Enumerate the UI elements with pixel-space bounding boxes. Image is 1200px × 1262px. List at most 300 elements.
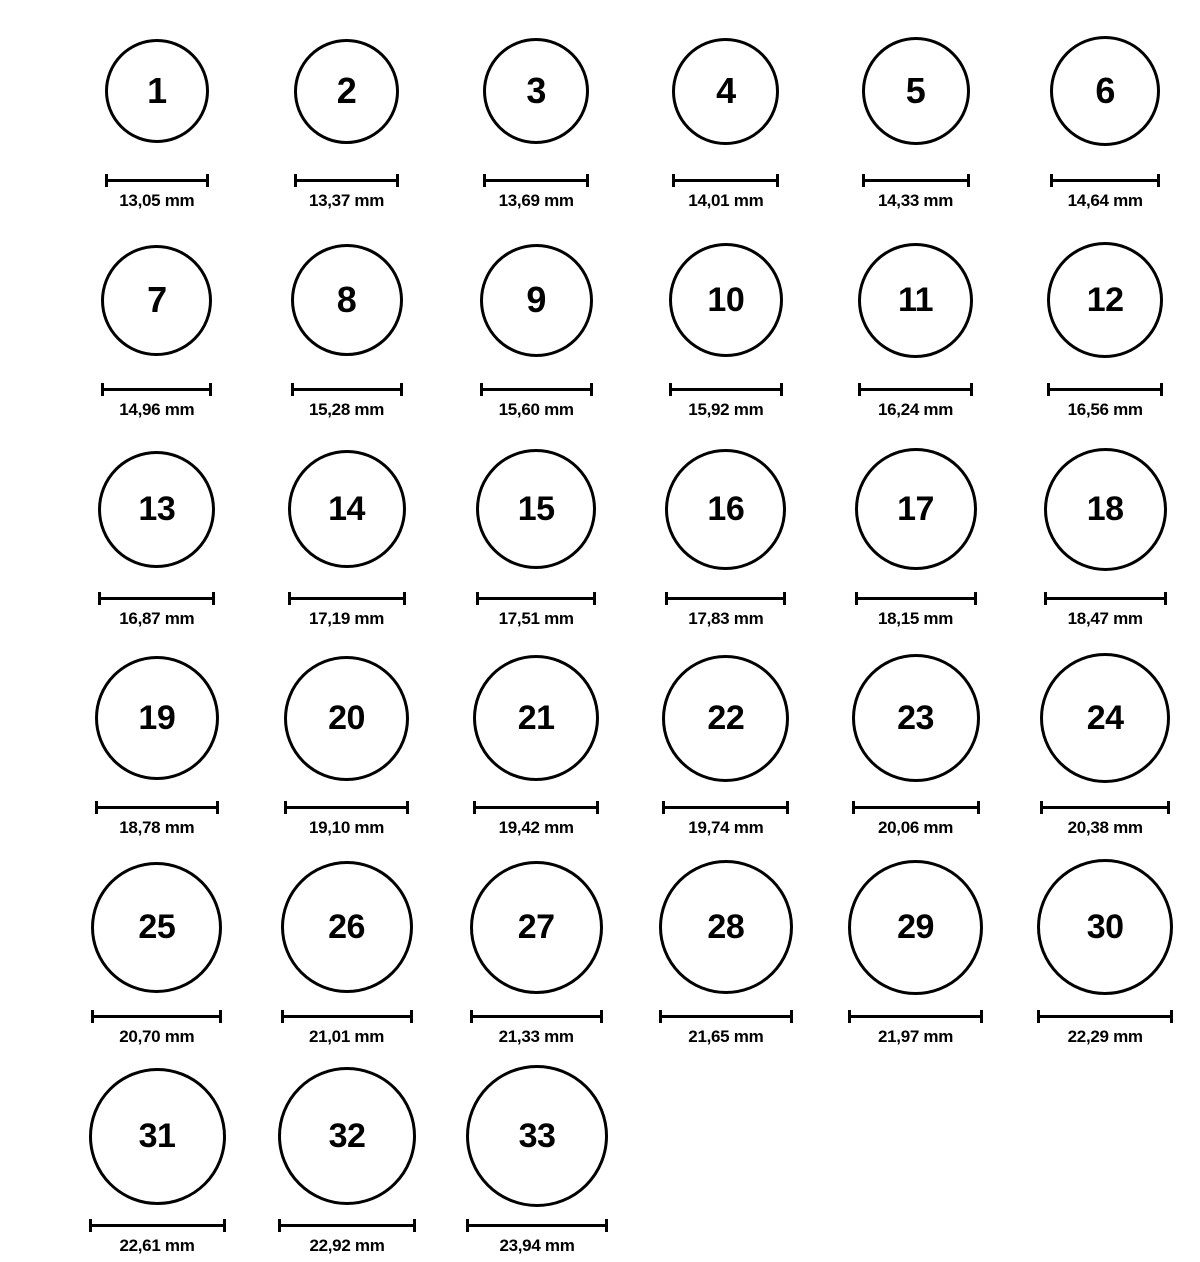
diameter-label: 14,33 mm bbox=[877, 191, 954, 210]
ring-size-cell bbox=[821, 436, 1011, 629]
ring-circle-wrap bbox=[470, 854, 603, 1000]
ring-size-cell bbox=[631, 18, 821, 211]
diameter-measure-bar bbox=[659, 1010, 793, 1022]
diameter-label: 19,42 mm bbox=[498, 818, 574, 837]
diameter-measure-bar bbox=[89, 1219, 226, 1231]
measure-line bbox=[288, 597, 406, 600]
diameter-label: 16,56 mm bbox=[1067, 400, 1143, 419]
measure-line bbox=[852, 806, 980, 809]
diameter-label: 13,37 mm bbox=[308, 191, 385, 210]
diameter-measure-bar bbox=[288, 592, 406, 604]
ring-size-cell bbox=[252, 854, 442, 1047]
measure-tick-right bbox=[605, 1219, 608, 1232]
ring-size-cell bbox=[631, 436, 821, 629]
ring-circle-wrap bbox=[1050, 18, 1160, 164]
measure-tick-left bbox=[466, 1219, 469, 1232]
ring-size-cell bbox=[1010, 227, 1200, 420]
ring-circle bbox=[91, 862, 222, 993]
ring-circle-wrap bbox=[858, 227, 973, 373]
diameter-measure-bar bbox=[672, 174, 779, 186]
ring-size-cell bbox=[252, 18, 442, 211]
ring-size-cell bbox=[252, 436, 442, 629]
measure-tick-left bbox=[288, 592, 291, 605]
measure-line bbox=[1050, 179, 1160, 182]
measure-tick-right bbox=[967, 174, 970, 187]
size-row bbox=[0, 854, 1200, 1053]
diameter-label: 20,38 mm bbox=[1067, 818, 1143, 837]
diameter-label: 18,47 mm bbox=[1067, 609, 1143, 628]
diameter-measure-bar bbox=[476, 592, 596, 604]
measure-tick-left bbox=[1050, 174, 1053, 187]
ring-circle-wrap bbox=[473, 645, 599, 791]
ring-circle bbox=[659, 860, 793, 994]
measure-tick-right bbox=[396, 174, 399, 187]
ring-circle bbox=[662, 655, 789, 782]
ring-size-number: 25 bbox=[138, 908, 176, 946]
ring-size-cell bbox=[252, 1063, 442, 1256]
measure-tick-right bbox=[406, 801, 409, 814]
ring-circle-wrap bbox=[281, 854, 413, 1000]
measure-tick-right bbox=[780, 383, 783, 396]
diameter-label: 21,65 mm bbox=[688, 1027, 764, 1046]
measure-line bbox=[1047, 388, 1163, 391]
ring-circle bbox=[855, 448, 977, 570]
ring-circle-wrap bbox=[101, 227, 212, 373]
ring-circle-wrap bbox=[294, 18, 399, 164]
measure-tick-right bbox=[1170, 1010, 1173, 1023]
measure-tick-right bbox=[1160, 383, 1163, 396]
ring-size-number: 8 bbox=[336, 279, 357, 320]
ring-size-number: 28 bbox=[707, 908, 745, 946]
diameter-measure-bar bbox=[1050, 174, 1160, 186]
measure-line bbox=[291, 388, 403, 391]
measure-line bbox=[659, 1015, 793, 1018]
measure-tick-right bbox=[786, 801, 789, 814]
ring-size-cell bbox=[252, 645, 442, 838]
ring-size-number: 11 bbox=[898, 281, 933, 319]
ring-size-number: 32 bbox=[328, 1117, 366, 1155]
ring-circle bbox=[858, 243, 973, 358]
ring-circle bbox=[101, 245, 212, 356]
ring-circle bbox=[665, 449, 786, 570]
measure-tick-right bbox=[590, 383, 593, 396]
measure-tick-left bbox=[470, 1010, 473, 1023]
measure-tick-left bbox=[284, 801, 287, 814]
measure-tick-right bbox=[1157, 174, 1160, 187]
diameter-measure-bar bbox=[480, 383, 593, 395]
ring-circle bbox=[89, 1068, 226, 1205]
measure-line bbox=[470, 1015, 603, 1018]
measure-tick-left bbox=[858, 383, 861, 396]
diameter-label: 22,92 mm bbox=[309, 1236, 385, 1255]
ring-circle-wrap bbox=[665, 436, 786, 582]
measure-tick-right bbox=[403, 592, 406, 605]
ring-size-number: 30 bbox=[1086, 908, 1124, 946]
ring-size-number: 9 bbox=[526, 279, 546, 320]
diameter-label: 21,33 mm bbox=[498, 1027, 574, 1046]
diameter-label: 13,69 mm bbox=[498, 191, 574, 210]
measure-tick-left bbox=[672, 174, 675, 187]
measure-line bbox=[278, 1224, 416, 1227]
diameter-label: 14,64 mm bbox=[1067, 191, 1143, 210]
ring-circle-wrap bbox=[483, 18, 589, 164]
ring-circle-wrap bbox=[476, 436, 596, 582]
ring-circle-wrap bbox=[669, 227, 783, 373]
ring-circle-wrap bbox=[862, 18, 970, 164]
diameter-measure-bar bbox=[1047, 383, 1163, 395]
measure-tick-right bbox=[223, 1219, 226, 1232]
diameter-label: 14,96 mm bbox=[119, 400, 195, 419]
measure-tick-left bbox=[473, 801, 476, 814]
ring-circle bbox=[862, 37, 970, 145]
ring-size-cell bbox=[62, 436, 252, 629]
measure-tick-right bbox=[776, 174, 779, 187]
ring-size-cell bbox=[441, 854, 631, 1047]
ring-size-number: 1 bbox=[147, 70, 167, 111]
measure-line bbox=[281, 1015, 413, 1018]
measure-line bbox=[672, 179, 779, 182]
measure-tick-left bbox=[278, 1219, 281, 1232]
diameter-label: 20,70 mm bbox=[119, 1027, 195, 1046]
diameter-measure-bar bbox=[294, 174, 399, 186]
ring-circle-wrap bbox=[1037, 854, 1173, 1000]
measure-line bbox=[662, 806, 789, 809]
measure-tick-left bbox=[848, 1010, 851, 1023]
ring-size-cell bbox=[62, 18, 252, 211]
measure-line bbox=[848, 1015, 983, 1018]
measure-line bbox=[1040, 806, 1170, 809]
ring-size-cell bbox=[62, 854, 252, 1047]
ring-size-number: 23 bbox=[897, 699, 934, 737]
ring-circle-wrap bbox=[480, 227, 593, 373]
ring-circle bbox=[98, 451, 215, 568]
ring-circle bbox=[291, 244, 403, 356]
measure-line bbox=[858, 388, 973, 391]
ring-size-number: 10 bbox=[707, 281, 745, 319]
measure-tick-left bbox=[1040, 801, 1043, 814]
measure-line bbox=[473, 806, 599, 809]
ring-size-cell bbox=[631, 645, 821, 838]
ring-circle-wrap bbox=[848, 854, 983, 1000]
ring-circle bbox=[105, 39, 209, 143]
ring-size-number: 21 bbox=[517, 699, 555, 737]
ring-circle-wrap bbox=[662, 645, 789, 791]
diameter-label: 20,06 mm bbox=[877, 818, 954, 837]
diameter-label: 18,15 mm bbox=[877, 609, 954, 628]
ring-size-number: 19 bbox=[138, 699, 176, 737]
ring-size-number: 17 bbox=[897, 490, 934, 528]
ring-circle-wrap bbox=[284, 645, 409, 791]
diameter-label: 22,29 mm bbox=[1067, 1027, 1143, 1046]
diameter-measure-bar bbox=[483, 174, 589, 186]
ring-size-number: 26 bbox=[328, 908, 365, 946]
measure-tick-left bbox=[476, 592, 479, 605]
ring-circle-wrap bbox=[89, 1063, 226, 1209]
ring-size-cell bbox=[821, 854, 1011, 1047]
ring-circle bbox=[281, 861, 413, 993]
diameter-measure-bar bbox=[466, 1219, 608, 1231]
ring-circle bbox=[288, 450, 406, 568]
ring-circle-wrap bbox=[1040, 645, 1170, 791]
diameter-label: 19,74 mm bbox=[688, 818, 764, 837]
ring-size-number: 29 bbox=[897, 908, 934, 946]
ring-size-number: 7 bbox=[147, 279, 167, 320]
ring-circle bbox=[476, 449, 596, 569]
ring-circle-wrap bbox=[278, 1063, 416, 1209]
diameter-measure-bar bbox=[858, 383, 973, 395]
diameter-label: 14,01 mm bbox=[688, 191, 764, 210]
ring-size-number: 6 bbox=[1095, 70, 1115, 111]
ring-size-number: 24 bbox=[1086, 699, 1124, 737]
diameter-measure-bar bbox=[281, 1010, 413, 1022]
ring-circle bbox=[278, 1067, 416, 1205]
ring-size-cell bbox=[1010, 436, 1200, 629]
diameter-measure-bar bbox=[669, 383, 783, 395]
measure-line bbox=[95, 806, 219, 809]
diameter-label: 15,28 mm bbox=[308, 400, 385, 419]
measure-line bbox=[98, 597, 215, 600]
ring-circle bbox=[470, 861, 603, 994]
diameter-measure-bar bbox=[848, 1010, 983, 1022]
ring-size-cell bbox=[1010, 645, 1200, 838]
size-row bbox=[0, 227, 1200, 426]
measure-tick-left bbox=[662, 801, 665, 814]
ring-size-cell bbox=[62, 227, 252, 420]
ring-circle bbox=[294, 39, 399, 144]
ring-circle-wrap bbox=[95, 645, 219, 791]
ring-circle bbox=[95, 656, 219, 780]
diameter-measure-bar bbox=[98, 592, 215, 604]
ring-size-cell bbox=[62, 1063, 252, 1256]
ring-size-number: 31 bbox=[138, 1117, 176, 1155]
ring-circle bbox=[480, 244, 593, 357]
diameter-measure-bar bbox=[278, 1219, 416, 1231]
measure-line bbox=[476, 597, 596, 600]
measure-line bbox=[480, 388, 593, 391]
ring-circle bbox=[284, 656, 409, 781]
measure-tick-right bbox=[586, 174, 589, 187]
ring-size-cell bbox=[442, 1063, 632, 1256]
ring-size-number: 3 bbox=[526, 70, 546, 111]
ring-size-cell bbox=[1010, 18, 1200, 211]
measure-line bbox=[1044, 597, 1167, 600]
measure-tick-left bbox=[480, 383, 483, 396]
measure-tick-right bbox=[216, 801, 219, 814]
diameter-measure-bar bbox=[101, 383, 212, 395]
ring-circle bbox=[1050, 36, 1160, 146]
diameter-measure-bar bbox=[291, 383, 403, 395]
measure-tick-right bbox=[596, 801, 599, 814]
ring-circle bbox=[852, 654, 980, 782]
measure-line bbox=[669, 388, 783, 391]
measure-tick-left bbox=[1047, 383, 1050, 396]
measure-tick-left bbox=[291, 383, 294, 396]
ring-circle-wrap bbox=[288, 436, 406, 582]
measure-tick-right bbox=[413, 1219, 416, 1232]
measure-tick-left bbox=[105, 174, 108, 187]
measure-line bbox=[294, 179, 399, 182]
ring-circle-wrap bbox=[105, 18, 209, 164]
ring-size-cell bbox=[441, 18, 631, 211]
ring-circle bbox=[669, 243, 783, 357]
measure-tick-right bbox=[600, 1010, 603, 1023]
ring-circle bbox=[466, 1065, 608, 1207]
measure-tick-left bbox=[294, 174, 297, 187]
measure-tick-left bbox=[862, 174, 865, 187]
ring-circle-wrap bbox=[1047, 227, 1163, 373]
measure-tick-left bbox=[101, 383, 104, 396]
ring-size-cell bbox=[62, 645, 252, 838]
ring-circle bbox=[483, 38, 589, 144]
measure-tick-right bbox=[206, 174, 209, 187]
diameter-label: 22,61 mm bbox=[119, 1236, 195, 1255]
measure-tick-right bbox=[974, 592, 977, 605]
diameter-measure-bar bbox=[470, 1010, 603, 1022]
ring-size-cell bbox=[441, 645, 631, 838]
measure-line bbox=[284, 806, 409, 809]
measure-tick-right bbox=[219, 1010, 222, 1023]
diameter-label: 21,01 mm bbox=[308, 1027, 385, 1046]
measure-line bbox=[665, 597, 786, 600]
measure-tick-left bbox=[659, 1010, 662, 1023]
ring-size-cell bbox=[1010, 854, 1200, 1047]
measure-line bbox=[862, 179, 970, 182]
measure-tick-right bbox=[400, 383, 403, 396]
measure-tick-right bbox=[1167, 801, 1170, 814]
ring-circle-wrap bbox=[659, 854, 793, 1000]
diameter-label: 16,87 mm bbox=[119, 609, 195, 628]
diameter-measure-bar bbox=[473, 801, 599, 813]
diameter-label: 19,10 mm bbox=[308, 818, 385, 837]
measure-tick-right bbox=[980, 1010, 983, 1023]
ring-size-cell bbox=[631, 227, 821, 420]
measure-line bbox=[89, 1224, 226, 1227]
ring-circle bbox=[1047, 242, 1163, 358]
diameter-label: 15,92 mm bbox=[688, 400, 764, 419]
ring-circle-wrap bbox=[291, 227, 403, 373]
diameter-label: 13,05 mm bbox=[119, 191, 195, 210]
ring-circle bbox=[672, 38, 779, 145]
measure-tick-left bbox=[852, 801, 855, 814]
ring-size-number: 13 bbox=[138, 490, 176, 528]
diameter-label: 18,78 mm bbox=[119, 818, 195, 837]
ring-circle bbox=[473, 655, 599, 781]
diameter-measure-bar bbox=[1040, 801, 1170, 813]
measure-tick-right bbox=[410, 1010, 413, 1023]
size-row bbox=[0, 645, 1200, 844]
measure-tick-right bbox=[212, 592, 215, 605]
ring-circle-wrap bbox=[855, 436, 977, 582]
measure-line bbox=[91, 1015, 222, 1018]
diameter-measure-bar bbox=[1037, 1010, 1173, 1022]
ring-size-cell bbox=[631, 854, 821, 1047]
measure-tick-right bbox=[593, 592, 596, 605]
size-row bbox=[0, 1063, 1200, 1262]
ring-size-cell bbox=[821, 645, 1011, 838]
measure-tick-left bbox=[91, 1010, 94, 1023]
measure-tick-right bbox=[1164, 592, 1167, 605]
ring-circle bbox=[1037, 859, 1173, 995]
ring-circle-wrap bbox=[91, 854, 222, 1000]
ring-size-number: 15 bbox=[517, 490, 555, 528]
diameter-label: 23,94 mm bbox=[499, 1236, 575, 1255]
measure-tick-left bbox=[95, 801, 98, 814]
ring-size-cell bbox=[441, 436, 631, 629]
measure-tick-left bbox=[483, 174, 486, 187]
measure-line bbox=[1037, 1015, 1173, 1018]
diameter-label: 17,83 mm bbox=[688, 609, 764, 628]
diameter-measure-bar bbox=[862, 174, 970, 186]
ring-size-cell bbox=[821, 227, 1011, 420]
ring-size-number: 33 bbox=[518, 1117, 556, 1155]
ring-size-number: 20 bbox=[328, 699, 365, 737]
diameter-measure-bar bbox=[662, 801, 789, 813]
diameter-label: 17,19 mm bbox=[308, 609, 385, 628]
measure-line bbox=[101, 388, 212, 391]
diameter-label: 21,97 mm bbox=[877, 1027, 954, 1046]
diameter-label: 16,24 mm bbox=[877, 400, 954, 419]
ring-size-number: 4 bbox=[716, 70, 736, 111]
ring-circle-wrap bbox=[98, 436, 215, 582]
measure-tick-left bbox=[89, 1219, 92, 1232]
diameter-measure-bar bbox=[95, 801, 219, 813]
measure-tick-left bbox=[1044, 592, 1047, 605]
measure-line bbox=[105, 179, 209, 182]
measure-line bbox=[466, 1224, 608, 1227]
ring-size-number: 22 bbox=[707, 699, 745, 737]
size-row bbox=[0, 18, 1200, 217]
ring-size-cell bbox=[441, 227, 631, 420]
diameter-measure-bar bbox=[91, 1010, 222, 1022]
diameter-measure-bar bbox=[855, 592, 977, 604]
measure-tick-left bbox=[669, 383, 672, 396]
diameter-measure-bar bbox=[105, 174, 209, 186]
ring-size-number: 2 bbox=[336, 70, 357, 111]
ring-circle-wrap bbox=[1044, 436, 1167, 582]
diameter-measure-bar bbox=[1044, 592, 1167, 604]
ring-circle-wrap bbox=[672, 18, 779, 164]
ring-circle bbox=[1044, 448, 1167, 571]
measure-tick-right bbox=[783, 592, 786, 605]
ring-circle bbox=[1040, 653, 1170, 783]
ring-size-number: 27 bbox=[517, 908, 555, 946]
ring-size-number: 14 bbox=[328, 490, 365, 528]
measure-tick-right bbox=[970, 383, 973, 396]
ring-circle-wrap bbox=[852, 645, 980, 791]
measure-tick-right bbox=[790, 1010, 793, 1023]
measure-tick-right bbox=[977, 801, 980, 814]
ring-size-cell bbox=[252, 227, 442, 420]
measure-tick-left bbox=[1037, 1010, 1040, 1023]
measure-tick-left bbox=[98, 592, 101, 605]
ring-size-number: 16 bbox=[707, 490, 745, 528]
ring-size-number: 18 bbox=[1086, 490, 1124, 528]
ring-size-number: 12 bbox=[1086, 281, 1124, 319]
measure-line bbox=[855, 597, 977, 600]
diameter-measure-bar bbox=[284, 801, 409, 813]
diameter-label: 17,51 mm bbox=[498, 609, 574, 628]
diameter-measure-bar bbox=[852, 801, 980, 813]
diameter-label: 15,60 mm bbox=[498, 400, 574, 419]
ring-size-number: 5 bbox=[905, 70, 926, 111]
ring-size-cell bbox=[821, 18, 1011, 211]
ring-circle-wrap bbox=[466, 1063, 608, 1209]
measure-tick-left bbox=[665, 592, 668, 605]
measure-tick-left bbox=[281, 1010, 284, 1023]
size-row bbox=[0, 436, 1200, 635]
measure-line bbox=[483, 179, 589, 182]
diameter-measure-bar bbox=[665, 592, 786, 604]
